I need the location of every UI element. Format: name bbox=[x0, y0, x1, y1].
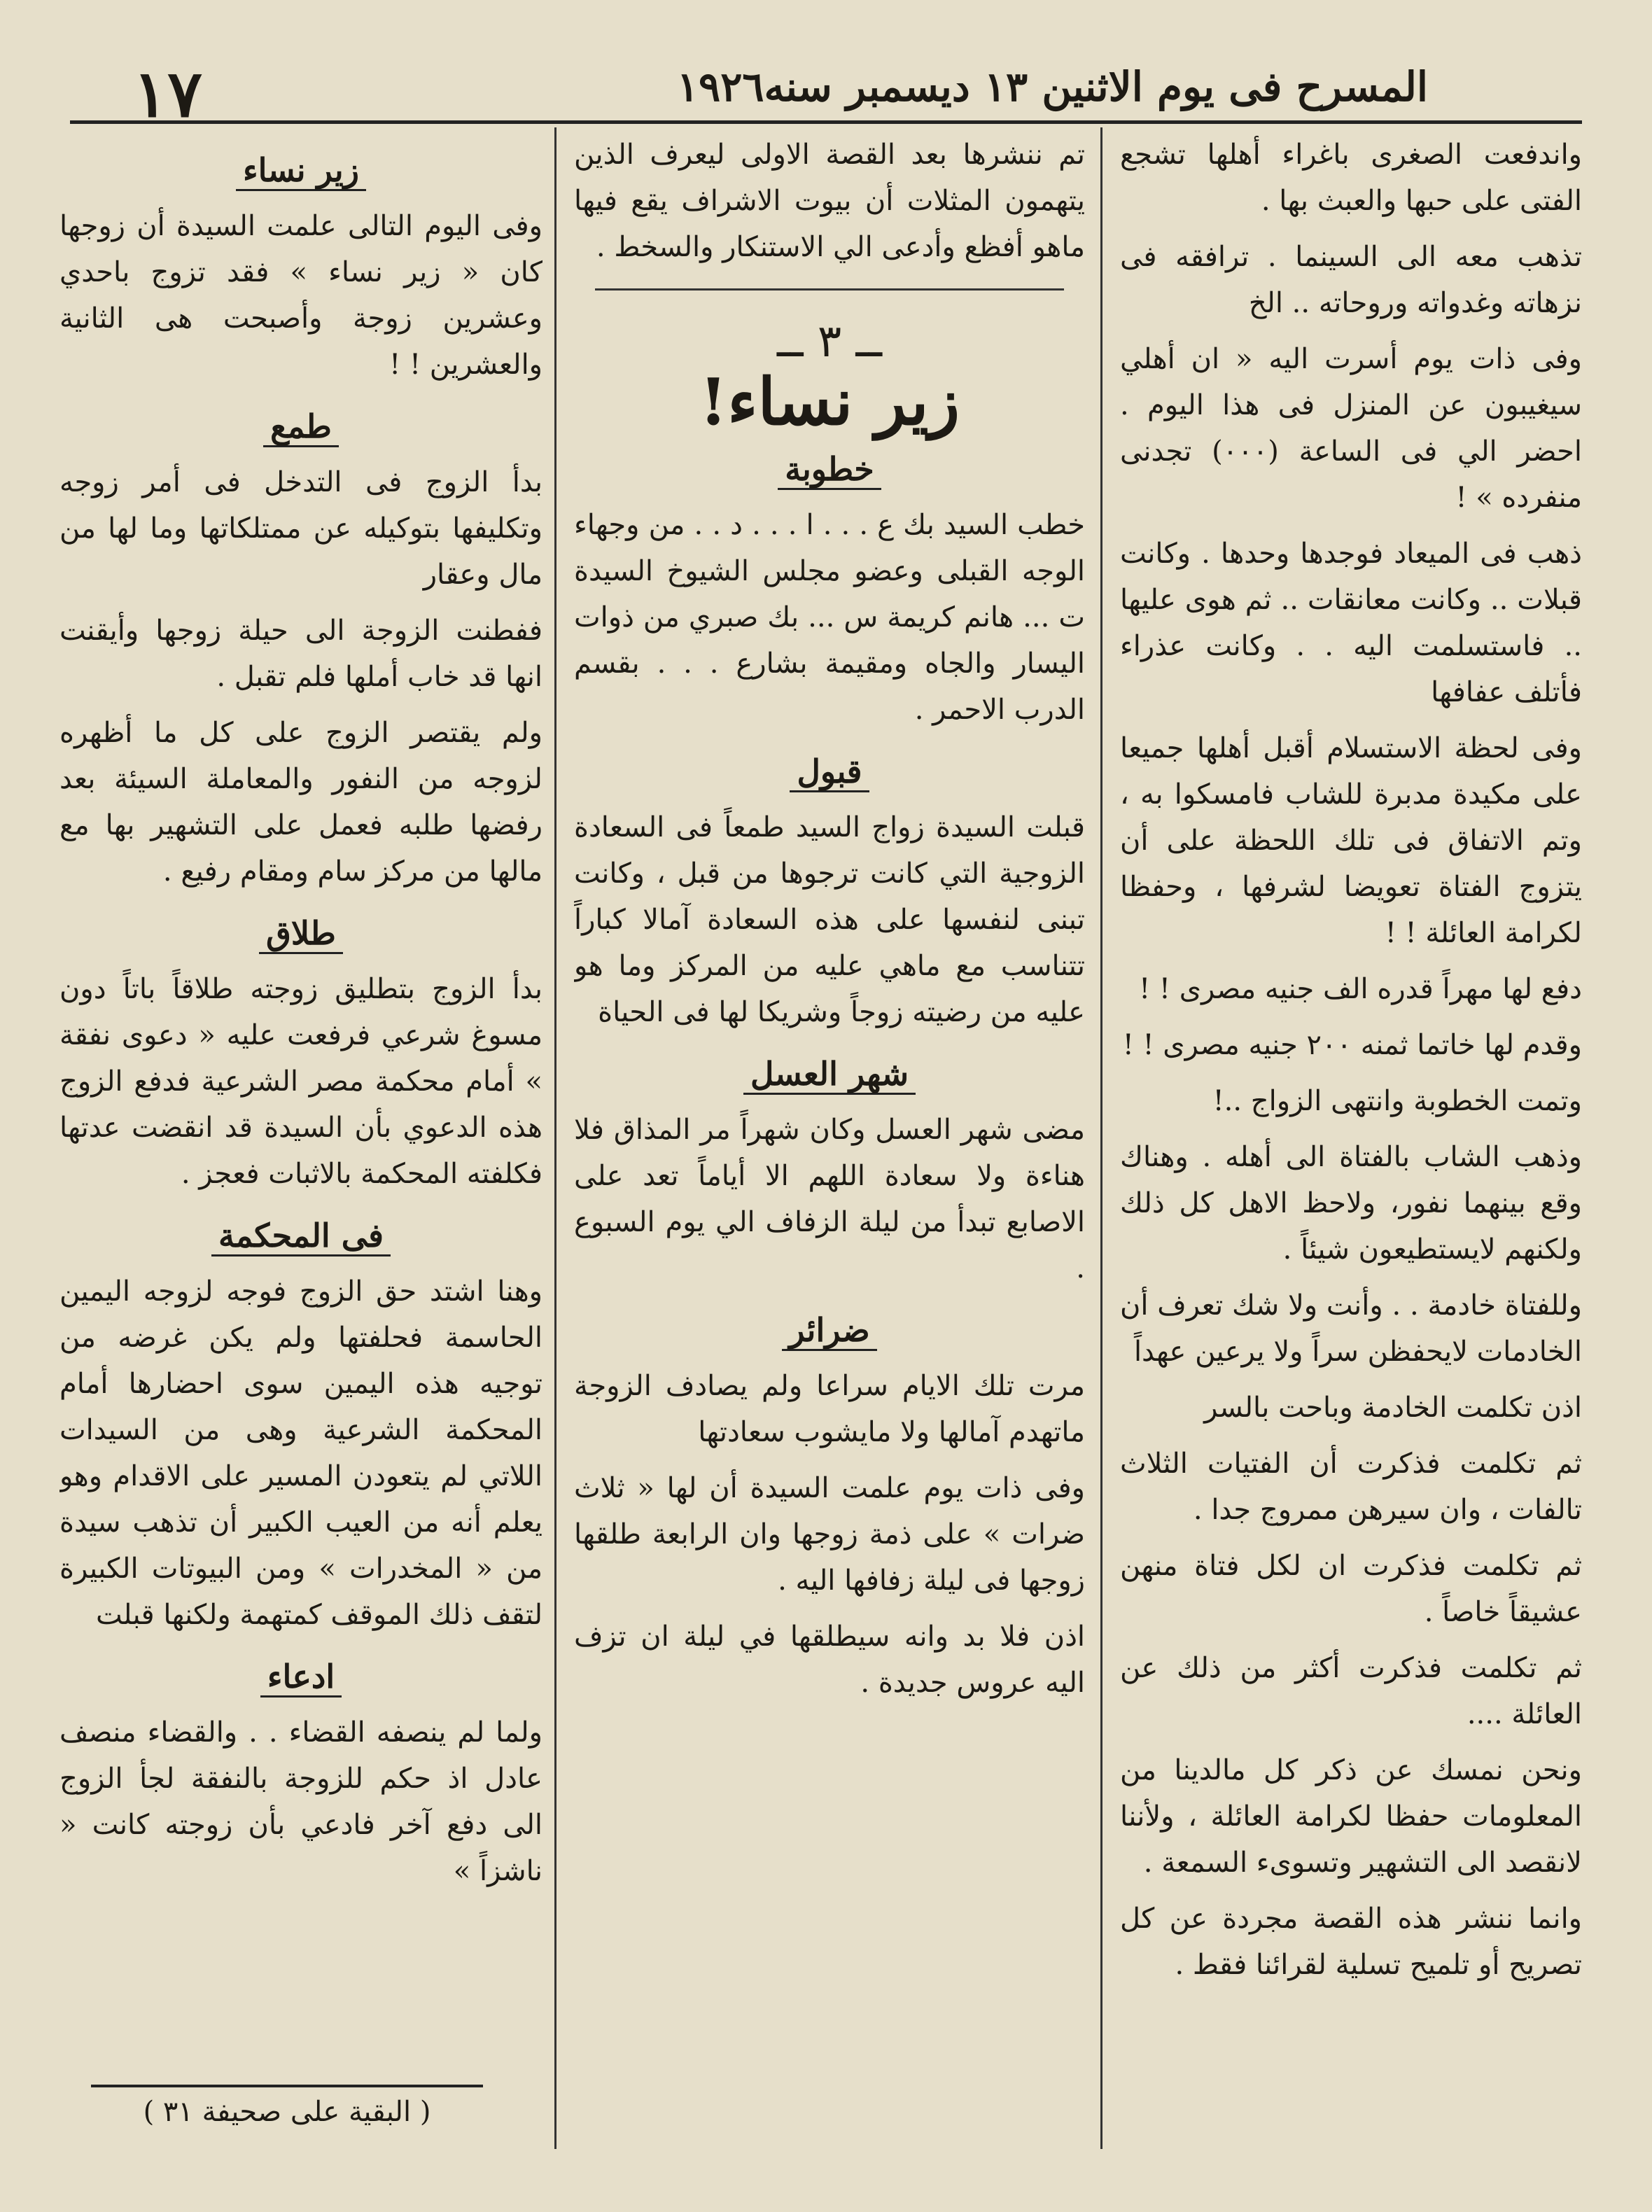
paragraph: وفى لحظة الاستسلام أقبل أهلها جميعا على مكيدة مدبرة للشاب فامسكوا به ، وتم الاتفاق فى تلك اللحظة على أن يتزوج الفتاة تعويضا لشرفها ، وحفظا لكرامة العائلة ! ! bbox=[1120, 732, 1582, 949]
paragraph: وقدم لها خاتما ثمنه ٢٠٠ جنيه مصرى ! ! bbox=[1122, 1029, 1582, 1061]
paragraph: وذهب الشاب بالفتاة الى أهله . وهناك وقع بينهما نفور، ولاحظ الاهل كل ذلك ولكنهم لايستطيعون شيئاً . bbox=[1120, 1141, 1582, 1266]
paragraph: ونحن نمسك عن ذكر كل مالدينا من المعلومات حفظا لكرامة العائلة ، ولأننا لانقصد الى التشهير وتسوىء السمعة . bbox=[1120, 1754, 1582, 1879]
paragraph: اذن تكلمت الخادمة وباحت بالسر bbox=[1204, 1392, 1582, 1424]
paragraph: وفى اليوم التالى علمت السيدة أن زوجها كان « زير نساء » فقد تزوج باحدي وعشرين زوجة وأصبحت هى الثانية والعشرين ! ! bbox=[59, 210, 542, 381]
heading-text: زير نساء bbox=[236, 151, 366, 191]
story-title: زير نساء! bbox=[699, 364, 960, 440]
section-heading bbox=[574, 1307, 1085, 1353]
story-intro: تم ننشرها بعد القصة الاولى ليعرف الذين يتهمون المثلات أن بيوت الاشراف يقع فيها ماهو أفظع وأدعى الي الاستنكار والسخط . bbox=[574, 139, 1085, 263]
paragraph: ولما لم ينصفه القضاء . . والقضاء منصف عادل اذ حكم للزوجة بالنفقة لجأ الزوج الى دفع آخر فادعي بأن زوجته كانت « ناشزاً » bbox=[59, 1716, 542, 1887]
column-divider bbox=[554, 127, 556, 2149]
paragraph: اذن فلا بد وانه سيطلقها في ليلة ان تزف اليه عروس جديدة . bbox=[574, 1620, 1085, 1699]
paragraph: ثم تكلمت فذكرت ان لكل فتاة منهن عشيقاً خاصاً . bbox=[1120, 1550, 1582, 1628]
paragraph: خطب السيد بك ع . . . ا . . . د . . من وجهاء الوجه القبلى وعضو مجلس الشيوخ السيدة ت ... هانم كريمة س ... بك صبري من ذوات اليسار والجاه ومقيمة بشارع . . . بقسم الدرب الاحمر . bbox=[574, 509, 1085, 726]
section-heading bbox=[59, 910, 542, 956]
heading-text: قبول bbox=[790, 752, 869, 792]
section-divider bbox=[595, 288, 1064, 290]
paragraph: ثم تكلمت فذكرت أكثر من ذلك عن العائلة .... bbox=[1120, 1652, 1582, 1730]
paragraph: ولم يقتصر الزوج على كل ما أظهره لزوجه من النفور والمعاملة السيئة بعد رفضها طلبه فعمل على التشهير بها مع مالها من مركز سام ومقام رفيع . bbox=[59, 717, 542, 888]
paragraph: مضى شهر العسل وكان شهراً مر المذاق فلا هناءة ولا سعادة اللهم الا أياماً تعد على الاصابع تبدأ من ليلة الزفاف الي يوم السبوع . bbox=[574, 1114, 1085, 1284]
heading-text: ادعاء bbox=[260, 1658, 342, 1698]
paragraph: ثم تكلمت فذكرت أن الفتيات الثلاث تالفات ، وان سيرهن ممروج جدا . bbox=[1120, 1448, 1582, 1526]
masthead: المسرح فى يوم الاثنين ١٣ ديسمبر سنه١٩٢٦ bbox=[676, 63, 1428, 111]
section-heading bbox=[574, 446, 1085, 492]
paragraph: واندفعت الصغرى باغراء أهلها تشجع الفتى على حبها والعبث بها . bbox=[1120, 139, 1582, 217]
heading-text: طمع bbox=[263, 407, 339, 447]
paragraph: وهنا اشتد حق الزوج فوجه لزوجه اليمين الحاسمة فحلفتها ولم يكن غرضه من توجيه هذه اليمين سوى احضارها أمام المحكمة الشرعية وهى من السيدات اللاتي لم يتعودن المسير على الاقدام وهو يعلم أنه من العيب الكبير أن تذهب سيدة من « المخدرات » ومن البيوتات الكبيرة لتقف ذلك الموقف كمتهمة ولكنها قبلت bbox=[59, 1275, 542, 1631]
story-number: ــ ٣ ــ bbox=[776, 316, 883, 368]
paragraph: بدأ الزوج فى التدخل فى أمر زوجه وتكليفها بتوكيله عن ممتلكاتها وما لها من مال وعقار bbox=[59, 466, 542, 591]
paragraph: دفع لها مهراً قدره الف جنيه مصرى ! ! bbox=[1139, 973, 1582, 1005]
page-number: ١٧ bbox=[133, 56, 202, 132]
paragraph: قبلت السيدة زواج السيد طمعاً فى السعادة الزوجية التي كانت ترجوها من قبل ، وكانت تبنى لنفسها على هذه السعادة آمالا كباراً تتناسب مع ماهي عليه من المركز وما هو عليه من رضيته زوجاً وشريكا لها فى الحياة bbox=[574, 811, 1085, 1028]
section-heading bbox=[59, 147, 542, 193]
paragraph: مرت تلك الايام سراعا ولم يصادف الزوجة ماتهدم آمالها ولا مايشوب سعادتها bbox=[574, 1370, 1085, 1448]
column-divider bbox=[1100, 127, 1102, 2149]
paragraph: وفى ذات يوم علمت السيدة أن لها « ثلاث ضرات » على ذمة زوجها وان الرابعة طلقها زوجها فى ليلة زفافها اليه . bbox=[574, 1472, 1085, 1597]
paragraph: وللفتاة خادمة . . وأنت ولا شك تعرف أن الخادمات لايحفظن سراً ولا يرعين عهداً bbox=[1120, 1289, 1582, 1368]
heading-text: ضرائر bbox=[782, 1311, 876, 1351]
paragraph: ذهب فى الميعاد فوجدها وحدها . وكانت قبلات .. وكانت معانقات .. ثم هوى عليها .. فاستسلمت اليه . . وكانت عذراء فأتلف عفافها bbox=[1120, 538, 1582, 708]
right-column bbox=[1120, 132, 1582, 2135]
paragraph: بدأ الزوج بتطليق زوجته طلاقاً باتاً دون مسوغ شرعي فرفعت عليه « دعوى نفقة » أمام محكمة مصر الشرعية فدفع الزوج هذه الدعوي بأن السيدة قد انقضت عدتها فكلفته المحكمة بالاثبات فعجز . bbox=[59, 973, 542, 1190]
section-heading bbox=[574, 1051, 1085, 1097]
section-heading bbox=[59, 1212, 542, 1259]
heading-text: شهر العسل bbox=[743, 1055, 916, 1095]
paragraph: وفى ذات يوم أسرت اليه « ان أهلي سيغيبون عن المنزل فى هذا اليوم . احضر الي فى الساعة (٠٠٠) تجدنى منفرده » ! bbox=[1120, 343, 1582, 514]
heading-text: فى المحكمة bbox=[211, 1217, 391, 1256]
header-rule bbox=[70, 120, 1582, 124]
heading-text: طلاق bbox=[259, 914, 343, 954]
section-heading bbox=[59, 403, 542, 449]
paragraph: ففطنت الزوجة الى حيلة زوجها وأيقنت انها قد خاب أملها فلم تقبل . bbox=[59, 615, 542, 693]
continuation-note: ( البقية على صحيفة ٣١ ) bbox=[91, 2085, 483, 2128]
section-heading bbox=[59, 1653, 542, 1700]
middle-column bbox=[574, 132, 1085, 2135]
heading-text: خطوبة bbox=[778, 450, 881, 490]
section-heading bbox=[574, 748, 1085, 794]
paragraph: وتمت الخطوبة وانتهى الزواج ..! bbox=[1212, 1085, 1582, 1117]
paragraph: وانما ننشر هذه القصة مجردة عن كل تصريح أو تلميح تسلية لقرائنا فقط . bbox=[1120, 1903, 1582, 1981]
left-column bbox=[59, 132, 542, 2135]
paragraph: تذهب معه الى السينما . ترافقه فى نزهاته وغدواته وروحاته .. الخ bbox=[1120, 241, 1582, 319]
